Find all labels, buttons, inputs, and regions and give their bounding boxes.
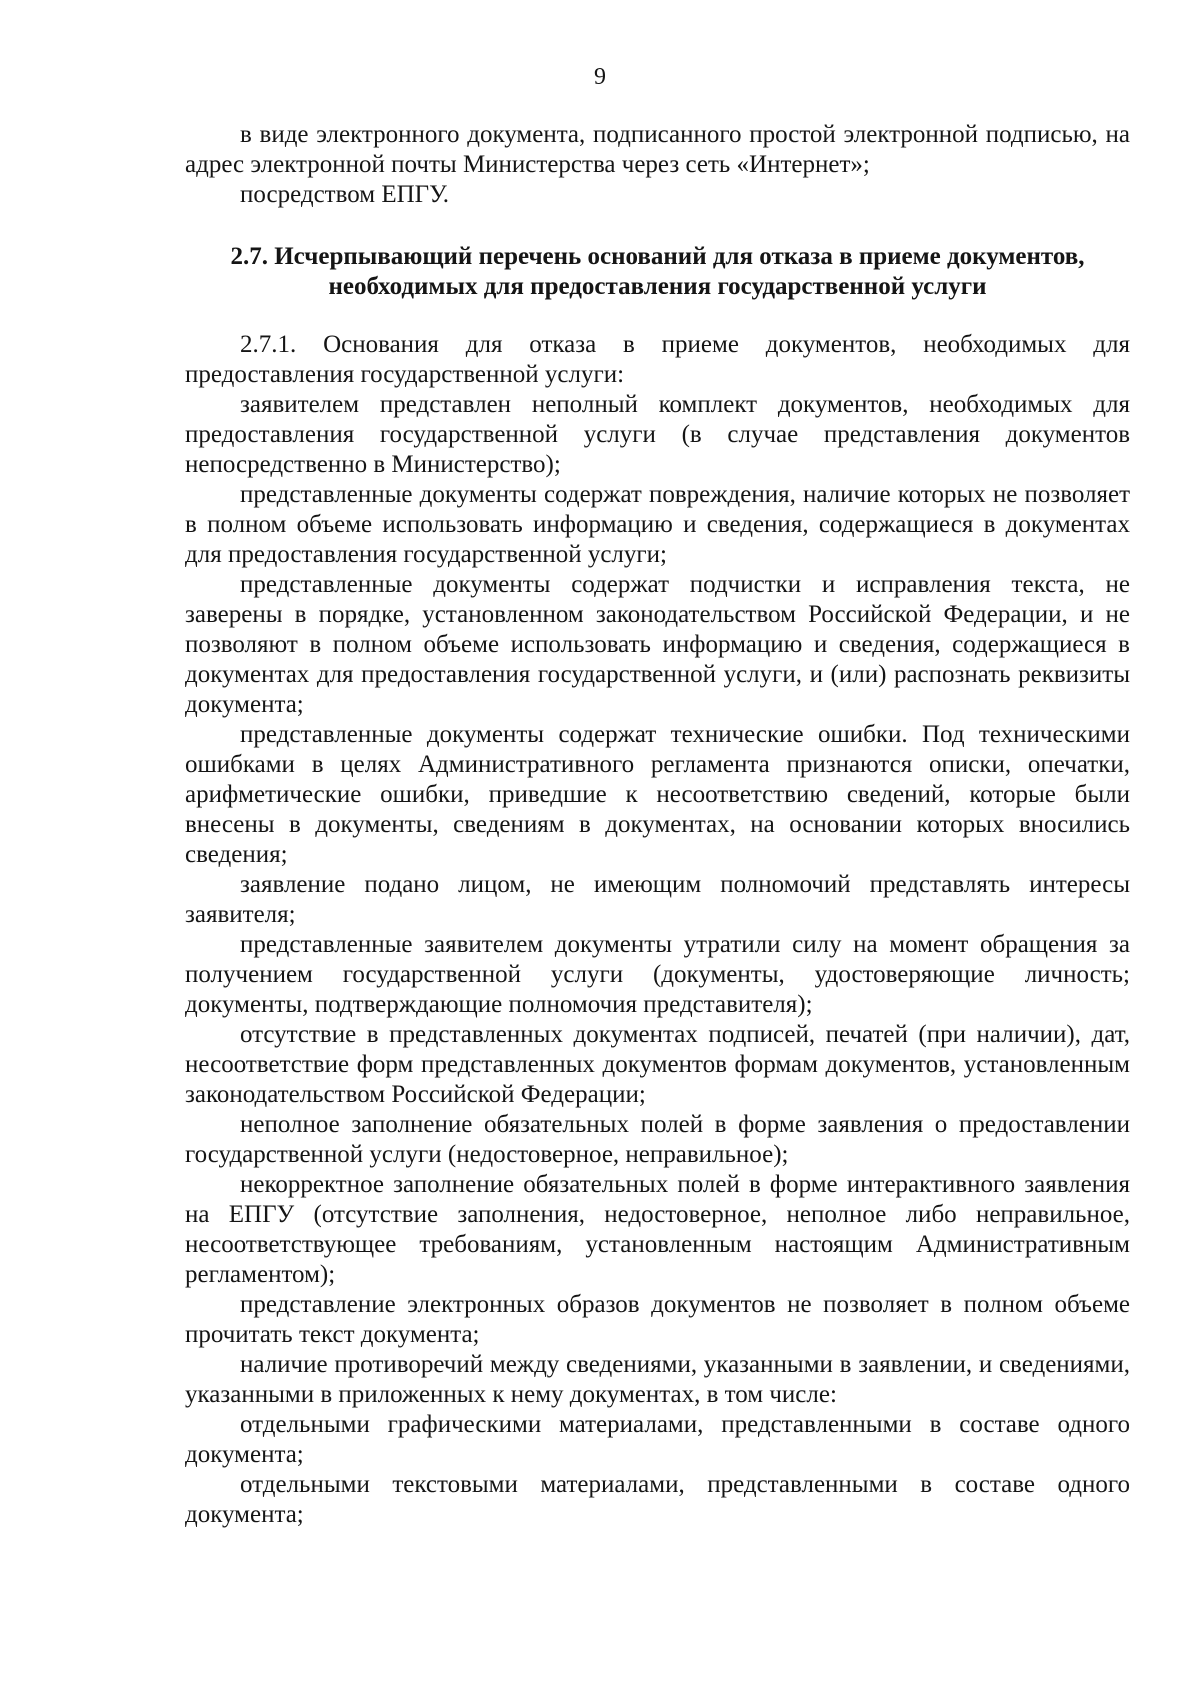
paragraph: некорректное заполнение обязательных полей в форме интерактивного заявления на ЕПГУ (отсутствие заполнения, недостоверное, неполное либо неправильное, несоответствующее требованиям, установленным настоящим Административным регламентом); bbox=[185, 1171, 1130, 1288]
paragraph: отдельными текстовыми материалами, представленными в составе одного документа; bbox=[185, 1471, 1130, 1528]
paragraph: отдельными графическими материалами, представленными в составе одного документа; bbox=[185, 1411, 1130, 1468]
section-body bbox=[185, 330, 1130, 1530]
paragraph: посредством ЕПГУ. bbox=[240, 181, 449, 208]
paragraph: 2.7.1. Основания для отказа в приеме документов, необходимых для предоставления государственной услуги: bbox=[185, 331, 1130, 388]
page-number: 9 bbox=[594, 64, 606, 90]
paragraph: в виде электронного документа, подписанного простой электронной подписью, на адрес электронной почты Министерства через сеть «Интернет»; bbox=[185, 121, 1130, 178]
section-heading bbox=[185, 242, 1130, 302]
paragraph: представленные документы содержат подчистки и исправления текста, не заверены в порядке, установленном законодательством Российской Федерации, и не позволяют в полном объеме использовать информацию и сведения, содержащиеся в документах для предоставления государственной услуги, и (или) распознать реквизиты документа; bbox=[185, 571, 1130, 718]
paragraph: заявителем представлен неполный комплект документов, необходимых для предоставления государственной услуги (в случае представления документов непосредственно в Министерство); bbox=[185, 391, 1130, 478]
paragraph: представленные документы содержат технические ошибки. Под техническими ошибками в целях Административного регламента признаются описки, опечатки, арифметические ошибки, приведшие к несоответствию сведений, которые были внесены в документы, сведениям в документах, на основании которых вносились сведения; bbox=[185, 721, 1130, 868]
paragraph: наличие противоречий между сведениями, указанными в заявлении, и сведениями, указанными в приложенных к нему документах, в том числе: bbox=[185, 1351, 1130, 1408]
section-heading-line: 2.7. Исчерпывающий перечень оснований для отказа в приеме документов, bbox=[230, 243, 1085, 270]
paragraph: представленные заявителем документы утратили силу на момент обращения за получением государственной услуги (документы, удостоверяющие личность; документы, подтверждающие полномочия представителя); bbox=[185, 931, 1130, 1018]
paragraph: отсутствие в представленных документах подписей, печатей (при наличии), дат, несоответствие форм представленных документов формам документов, установленным законодательством Российской Федерации; bbox=[185, 1021, 1130, 1108]
intro-text bbox=[185, 120, 1130, 210]
paragraph: представление электронных образов документов не позволяет в полном объеме прочитать текст документа; bbox=[185, 1291, 1130, 1348]
paragraph: представленные документы содержат повреждения, наличие которых не позволяет в полном объеме использовать информацию и сведения, содержащиеся в документах для предоставления государственной услуги; bbox=[185, 481, 1130, 568]
paragraph: заявление подано лицом, не имеющим полномочий представлять интересы заявителя; bbox=[185, 871, 1130, 928]
section-heading-line: необходимых для предоставления государственной услуги bbox=[328, 273, 987, 300]
paragraph: неполное заполнение обязательных полей в форме заявления о предоставлении государственной услуги (недостоверное, неправильное); bbox=[185, 1111, 1130, 1168]
